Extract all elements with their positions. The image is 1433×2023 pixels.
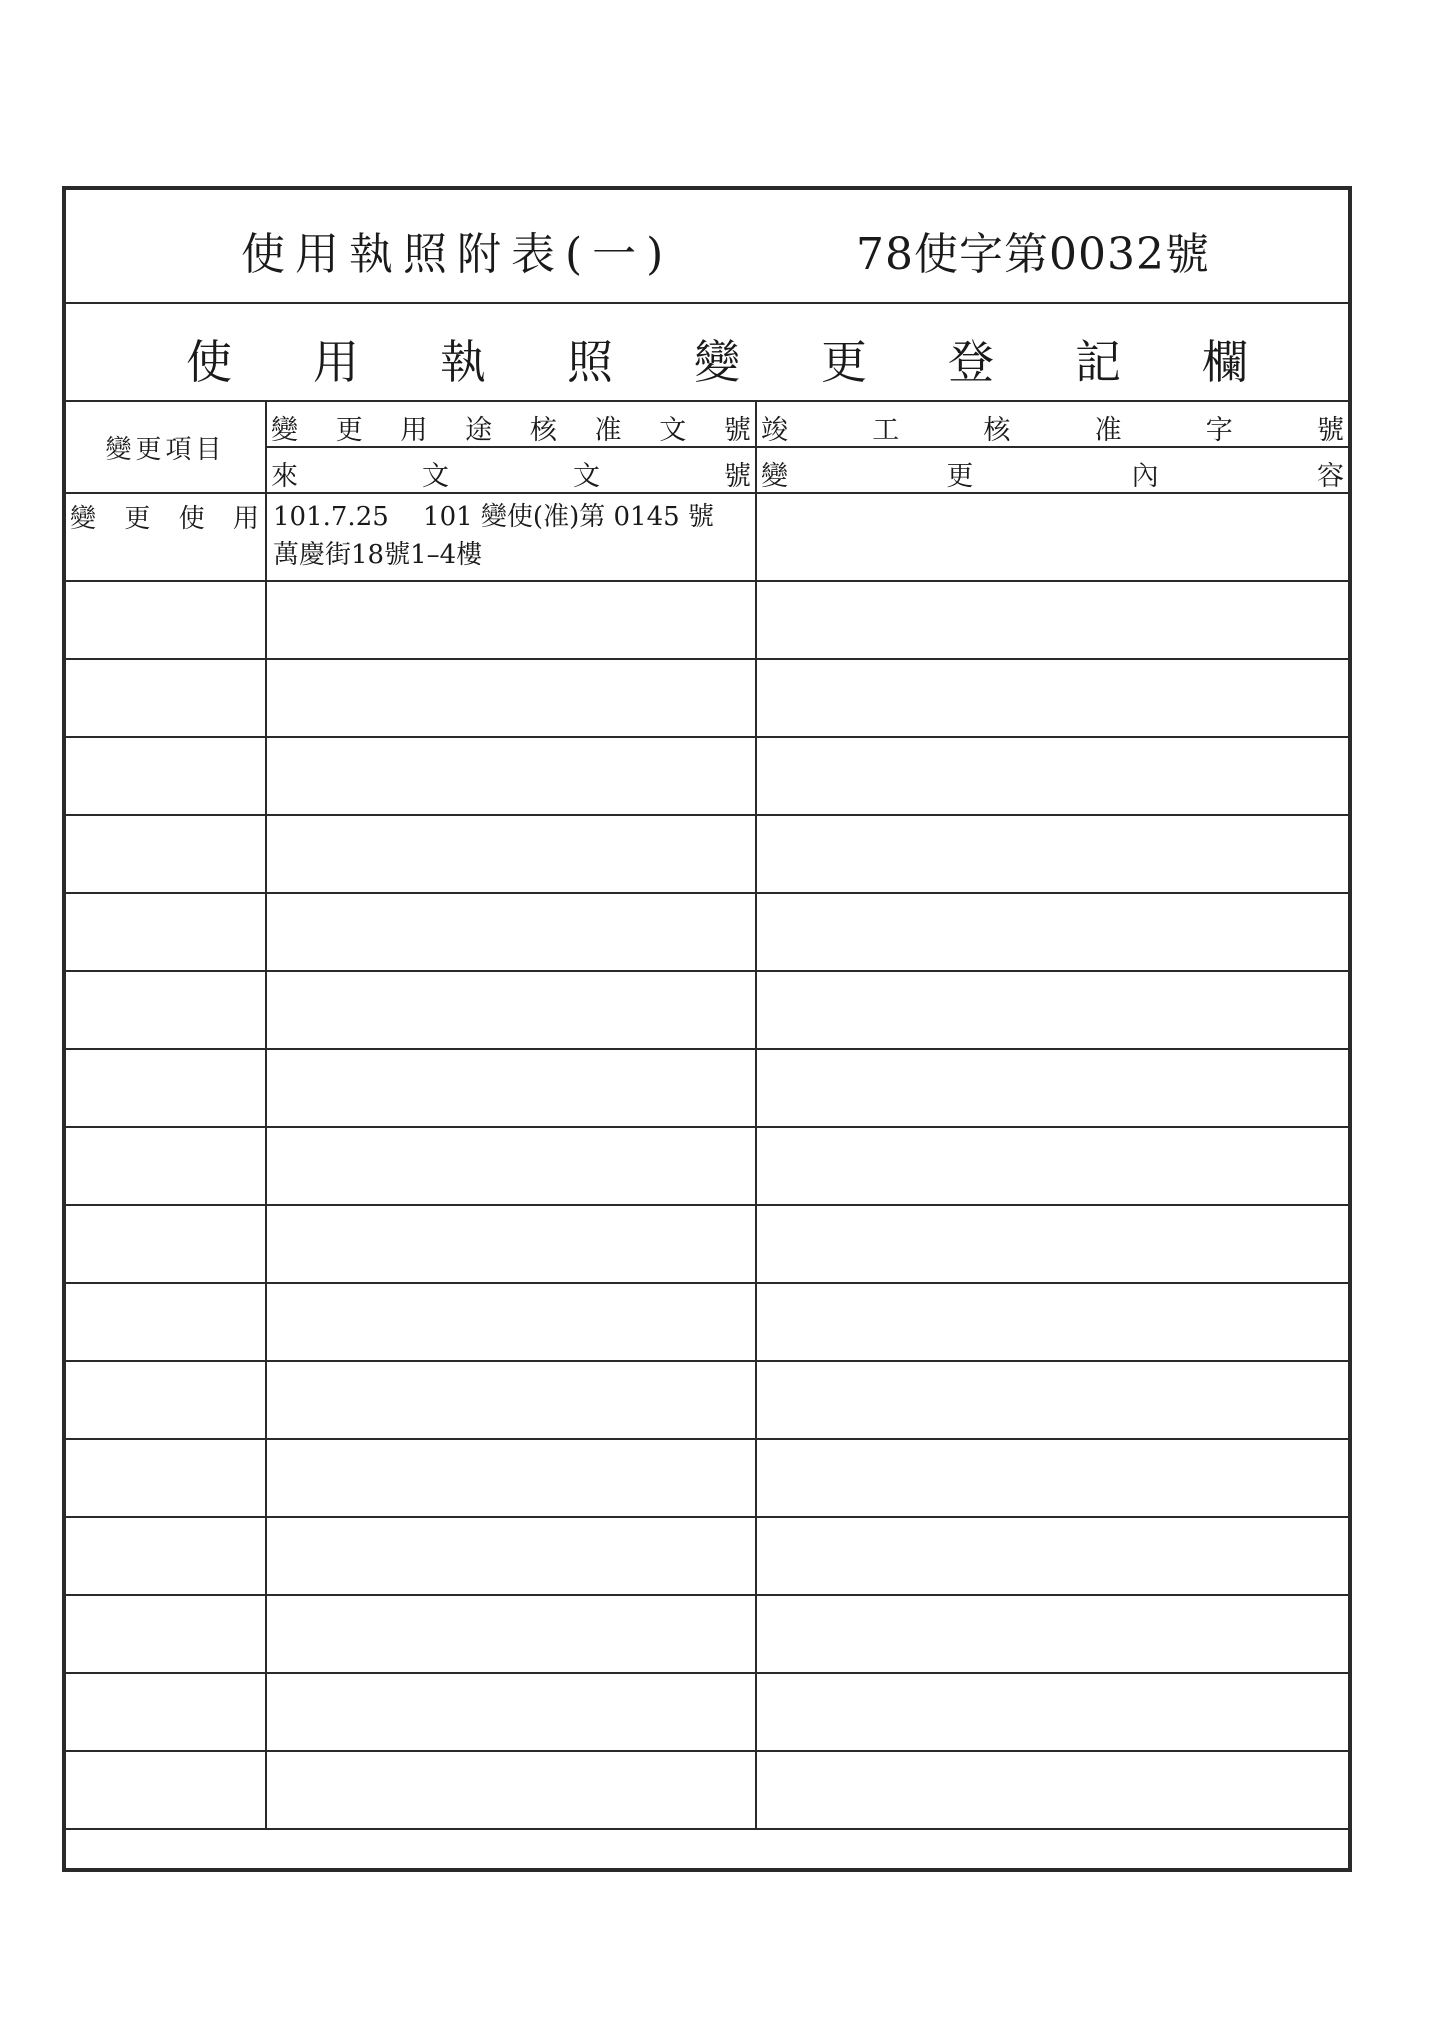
register-char: 變 bbox=[694, 335, 740, 389]
header-char: 容 bbox=[1316, 461, 1344, 492]
header-char: 內 bbox=[1131, 461, 1159, 492]
table-row bbox=[66, 493, 1348, 581]
change-register-table bbox=[66, 400, 1348, 1830]
cell-approval bbox=[266, 1595, 756, 1673]
header-char: 更 bbox=[335, 415, 363, 446]
title-band bbox=[66, 190, 1348, 304]
empty-row bbox=[66, 1751, 1348, 1829]
cell-approval bbox=[266, 1751, 756, 1829]
cell-approval bbox=[266, 1439, 756, 1517]
cell-completion bbox=[756, 1283, 1348, 1361]
empty-row bbox=[66, 1283, 1348, 1361]
header-char: 准 bbox=[1094, 415, 1122, 446]
register-char: 用 bbox=[313, 335, 359, 389]
header-char: 竣 bbox=[761, 415, 788, 446]
register-char: 登 bbox=[948, 335, 994, 389]
header-char: 准 bbox=[594, 415, 622, 446]
header-char: 工 bbox=[872, 415, 900, 446]
empty-row bbox=[66, 1517, 1348, 1595]
column-header-incoming bbox=[266, 447, 756, 493]
cell-completion bbox=[756, 1361, 1348, 1439]
empty-row bbox=[66, 737, 1348, 815]
cell-item bbox=[66, 1439, 266, 1517]
cell-completion bbox=[756, 1049, 1348, 1127]
header-char: 字 bbox=[1205, 415, 1233, 446]
cell-completion bbox=[756, 581, 1348, 659]
cell-item bbox=[66, 659, 266, 737]
item-char: 用 bbox=[232, 504, 259, 534]
cell-completion bbox=[756, 1751, 1348, 1829]
empty-row bbox=[66, 1595, 1348, 1673]
empty-row bbox=[66, 893, 1348, 971]
header-char: 來 bbox=[271, 461, 298, 492]
header-row-1 bbox=[66, 401, 1348, 447]
cell-item bbox=[66, 1517, 266, 1595]
cell-item bbox=[66, 1283, 266, 1361]
empty-row bbox=[66, 1205, 1348, 1283]
cell-completion bbox=[756, 1595, 1348, 1673]
cell-item bbox=[66, 893, 266, 971]
register-char: 執 bbox=[440, 335, 486, 389]
header-char: 號 bbox=[1316, 415, 1344, 446]
cell-approval bbox=[266, 1205, 756, 1283]
empty-row bbox=[66, 1673, 1348, 1751]
register-heading bbox=[186, 326, 1248, 392]
empty-row bbox=[66, 1127, 1348, 1205]
cell-completion bbox=[756, 1439, 1348, 1517]
column-header-content bbox=[756, 447, 1348, 493]
cell-item bbox=[66, 815, 266, 893]
cell-completion bbox=[756, 659, 1348, 737]
cell-completion bbox=[756, 737, 1348, 815]
header-char: 核 bbox=[983, 415, 1011, 446]
header-char: 文 bbox=[659, 415, 687, 446]
document-title: 使用執照附表(一) bbox=[241, 229, 674, 280]
cell-completion bbox=[756, 1127, 1348, 1205]
register-char: 使 bbox=[186, 335, 232, 389]
cell-item bbox=[66, 1049, 266, 1127]
empty-row bbox=[66, 659, 1348, 737]
license-number: 78使字第0032號 bbox=[856, 229, 1210, 280]
register-char: 照 bbox=[567, 335, 613, 389]
cell-approval bbox=[266, 971, 756, 1049]
empty-row bbox=[66, 971, 1348, 1049]
cell-approval bbox=[266, 893, 756, 971]
column-header-approval bbox=[266, 401, 756, 447]
header-char: 號 bbox=[723, 415, 751, 446]
header-char: 號 bbox=[724, 461, 751, 492]
empty-row bbox=[66, 815, 1348, 893]
approval-line: 101.7.25 101 變使(准)第 0145 號 bbox=[273, 502, 714, 532]
header-char: 變 bbox=[761, 461, 788, 492]
cell-item bbox=[66, 971, 266, 1049]
cell-approval bbox=[266, 1049, 756, 1127]
incoming-line: 萬慶街18號1–4樓 bbox=[273, 540, 483, 570]
header-char: 文 bbox=[573, 461, 600, 492]
cell-approval bbox=[266, 1127, 756, 1205]
register-char: 記 bbox=[1075, 335, 1121, 389]
register-heading-band bbox=[66, 302, 1348, 402]
empty-row bbox=[66, 581, 1348, 659]
cell-item bbox=[66, 581, 266, 659]
cell-completion bbox=[756, 893, 1348, 971]
column-header-completion bbox=[756, 401, 1348, 447]
header-char: 用 bbox=[400, 415, 428, 446]
header-char: 更 bbox=[946, 461, 974, 492]
cell-completion bbox=[756, 1673, 1348, 1751]
cell-completion bbox=[756, 1517, 1348, 1595]
cell-completion bbox=[756, 493, 1348, 581]
cell-completion bbox=[756, 1205, 1348, 1283]
header-char: 文 bbox=[422, 461, 449, 492]
cell-approval bbox=[266, 815, 756, 893]
cell-approval bbox=[266, 1673, 756, 1751]
cell-item bbox=[66, 1127, 266, 1205]
cell-item bbox=[66, 1751, 266, 1829]
header-char: 核 bbox=[529, 415, 557, 446]
cell-item bbox=[66, 493, 266, 581]
column-header-item: 變更項目 bbox=[66, 401, 266, 493]
register-char: 更 bbox=[821, 335, 867, 389]
cell-approval bbox=[266, 1517, 756, 1595]
item-char: 使 bbox=[178, 504, 205, 534]
license-annex-sheet bbox=[62, 186, 1352, 1872]
item-char: 更 bbox=[124, 504, 151, 534]
empty-row bbox=[66, 1439, 1348, 1517]
header-char: 途 bbox=[465, 415, 493, 446]
item-char: 變 bbox=[70, 504, 97, 534]
cell-completion bbox=[756, 815, 1348, 893]
cell-item bbox=[66, 1205, 266, 1283]
empty-row bbox=[66, 1361, 1348, 1439]
header-char: 變 bbox=[271, 415, 298, 446]
register-char: 欄 bbox=[1202, 335, 1248, 389]
cell-item bbox=[66, 1673, 266, 1751]
cell-completion bbox=[756, 971, 1348, 1049]
cell-approval bbox=[266, 1283, 756, 1361]
cell-item bbox=[66, 1361, 266, 1439]
cell-approval bbox=[266, 493, 756, 581]
cell-approval bbox=[266, 659, 756, 737]
cell-approval bbox=[266, 737, 756, 815]
cell-approval bbox=[266, 1361, 756, 1439]
cell-approval bbox=[266, 581, 756, 659]
cell-item bbox=[66, 737, 266, 815]
cell-item bbox=[66, 1595, 266, 1673]
empty-row bbox=[66, 1049, 1348, 1127]
